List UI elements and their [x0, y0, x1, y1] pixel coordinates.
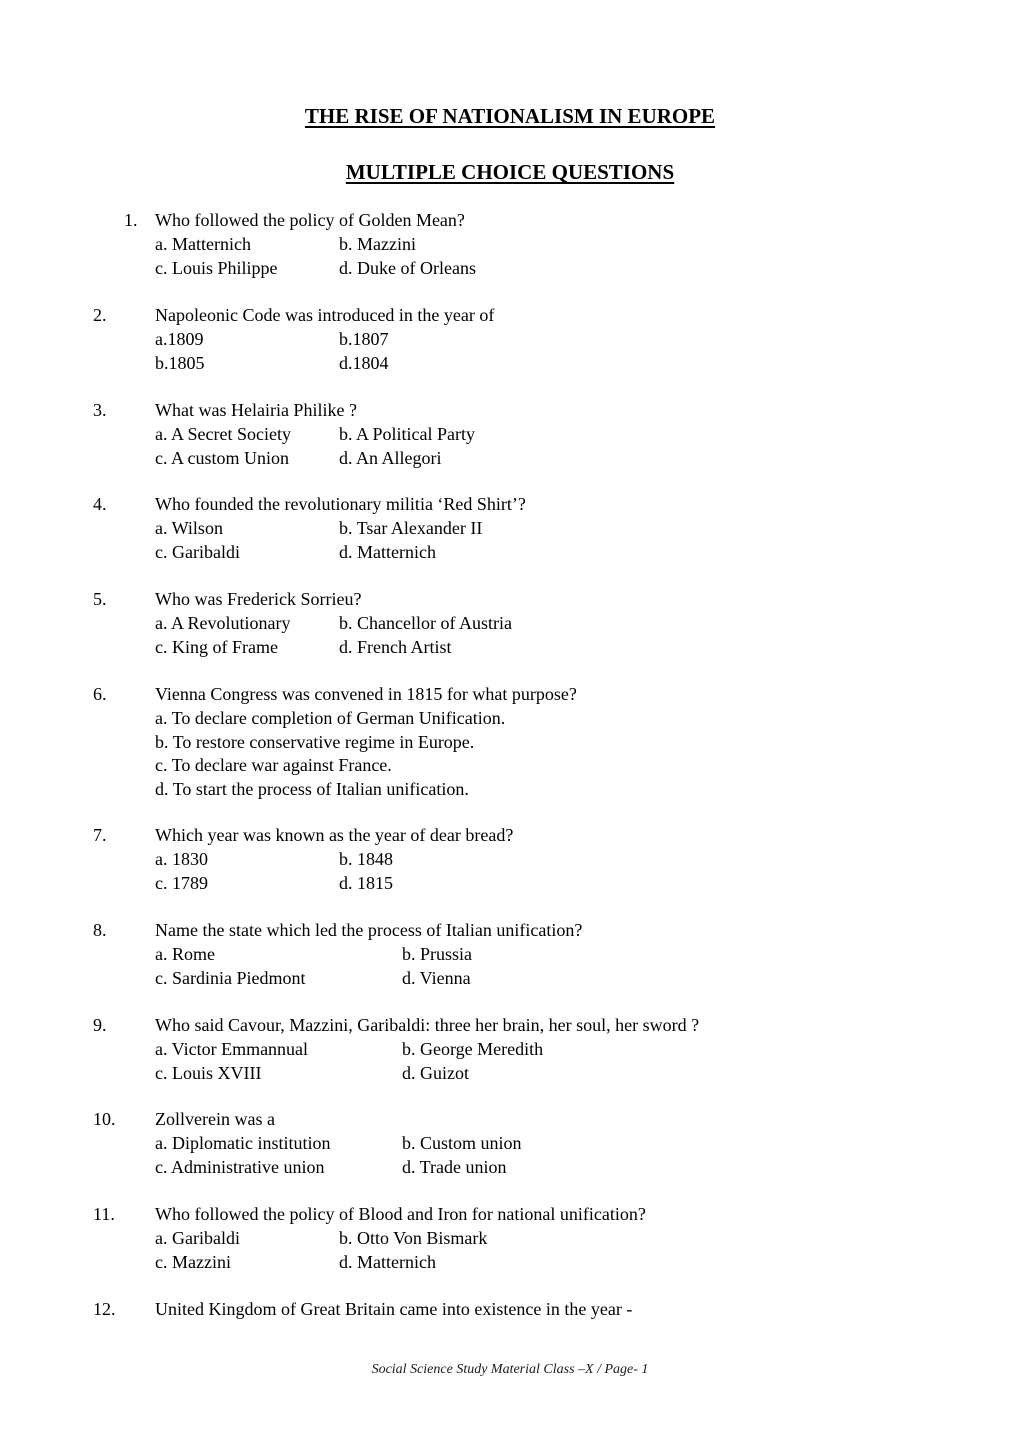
question-text: Who was Frederick Sorrieu?: [155, 589, 362, 609]
option-a: a.1809: [155, 329, 204, 349]
question-text: Who said Cavour, Mazzini, Garibaldi: three her brain, her soul, her sword ?: [155, 1015, 700, 1035]
option-a: a. Garibaldi: [155, 1228, 240, 1248]
question-text: Which year was known as the year of dear bread?: [155, 825, 514, 845]
option-c: c. Louis Philippe: [155, 258, 278, 278]
question-text: What was Helairia Philike ?: [155, 400, 357, 420]
option-a: a. A Revolutionary: [155, 613, 291, 633]
option-a: a. Matternich: [155, 234, 251, 254]
question-number: 9.: [93, 1015, 107, 1035]
option-d: d. Trade union: [402, 1157, 507, 1177]
option-d: d. 1815: [339, 873, 393, 893]
option-a: a. To declare completion of German Unification.: [155, 708, 506, 728]
option-a: a. Victor Emmannual: [155, 1039, 309, 1059]
question-number: 10.: [93, 1109, 116, 1129]
question-text: Name the state which led the process of Italian unification?: [155, 920, 583, 940]
option-b: b. To restore conservative regime in Europe.: [155, 732, 475, 752]
option-c: c. To declare war against France.: [155, 755, 392, 775]
option-c: c. King of Frame: [155, 637, 278, 657]
question-number: 6.: [93, 684, 107, 704]
question-text: Who followed the policy of Blood and Iron for national unification?: [155, 1204, 646, 1224]
option-d: d. To start the process of Italian unification.: [155, 779, 469, 799]
option-c: c. A custom Union: [155, 448, 289, 468]
section-subtitle: MULTIPLE CHOICE QUESTIONS: [345, 160, 675, 184]
option-a: a. Rome: [155, 944, 215, 964]
option-a: a. Wilson: [155, 518, 223, 538]
option-c: c. Administrative union: [155, 1157, 325, 1177]
option-b: b. Prussia: [402, 944, 473, 964]
option-d: d. An Allegori: [339, 448, 442, 468]
option-b: b. Custom union: [402, 1133, 522, 1153]
question-number: 8.: [93, 920, 107, 940]
option-a: a. 1830: [155, 849, 208, 869]
option-c: c. Sardinia Piedmont: [155, 968, 306, 988]
question-text: Napoleonic Code was introduced in the year of: [155, 305, 495, 325]
question-text: Who followed the policy of Golden Mean?: [155, 210, 465, 230]
question-text: Zollverein was a: [155, 1109, 275, 1129]
question-number: 4.: [93, 494, 107, 514]
question-text: Who founded the revolutionary militia ‘Red Shirt’?: [155, 494, 526, 514]
option-b: b. George Meredith: [402, 1039, 544, 1059]
option-b: b. Otto Von Bismark: [339, 1228, 488, 1248]
option-d: d.1804: [339, 353, 389, 373]
option-b: b. Mazzini: [339, 234, 416, 254]
option-b: b. A Political Party: [339, 424, 476, 444]
question-number: 7.: [93, 825, 107, 845]
option-c: c. Mazzini: [155, 1252, 231, 1272]
page-footer: Social Science Study Material Class –X / Page- 1: [371, 1362, 649, 1377]
option-d: d. Vienna: [402, 968, 471, 988]
option-a: a. Diplomatic institution: [155, 1133, 331, 1153]
option-c: b.1805: [155, 353, 205, 373]
option-d: d. French Artist: [339, 637, 452, 657]
option-b: b. Tsar Alexander II: [339, 518, 483, 538]
option-c: c. Louis XVIII: [155, 1063, 262, 1083]
option-d: d. Duke of Orleans: [339, 258, 476, 278]
option-a: a. A Secret Society: [155, 424, 291, 444]
question-text: Vienna Congress was convened in 1815 for what purpose?: [155, 684, 577, 704]
document-title: THE RISE OF NATIONALISM IN EUROPE: [304, 104, 716, 128]
option-c: c. 1789: [155, 873, 208, 893]
option-d: d. Matternich: [339, 1252, 436, 1272]
question-text: United Kingdom of Great Britain came into existence in the year -: [155, 1299, 633, 1319]
option-b: b.1807: [339, 329, 389, 349]
question-number: 3.: [93, 400, 107, 420]
option-b: b. Chancellor of Austria: [339, 613, 512, 633]
question-number: 2.: [93, 305, 107, 325]
question-number: 11.: [93, 1204, 115, 1224]
question-number: 1.: [124, 210, 138, 230]
option-d: d. Matternich: [339, 542, 436, 562]
option-b: b. 1848: [339, 849, 393, 869]
option-d: d. Guizot: [402, 1063, 469, 1083]
question-number: 12.: [93, 1299, 116, 1319]
question-number: 5.: [93, 589, 107, 609]
option-c: c. Garibaldi: [155, 542, 240, 562]
